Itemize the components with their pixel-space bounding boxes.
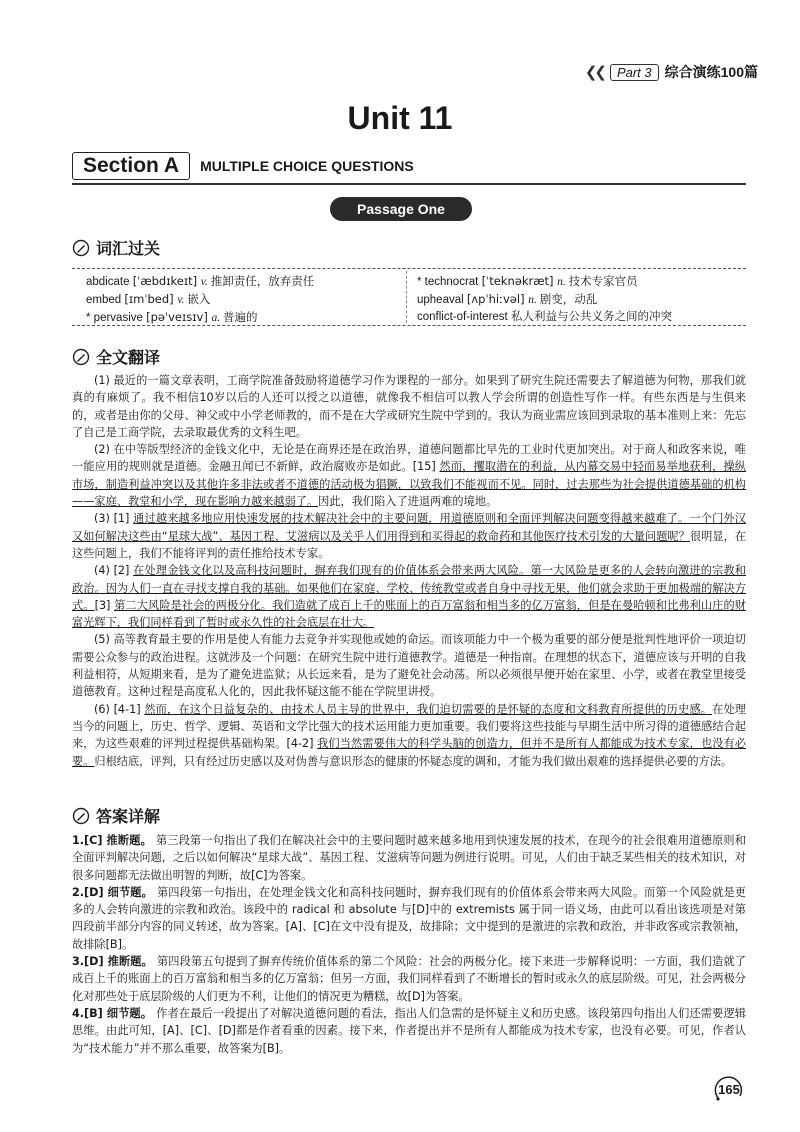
vocab-word: embed — [86, 294, 125, 306]
vocab-star: * — [86, 312, 94, 324]
answer-type: 推断题。 — [106, 834, 156, 847]
vocab-meaning: 剧变，动乱 — [539, 294, 598, 306]
pen-icon — [72, 807, 90, 825]
underlined-evidence: 我们当然需要伟大的科学头脑的创造力，但并不是所有人都能成为技术专家，也没有必要。 — [72, 737, 746, 768]
answer-number: 4. — [72, 1006, 85, 1020]
vocab-entry — [86, 291, 406, 309]
answer-number: 1. — [72, 834, 85, 847]
vocab-heading-text: 词汇过关 — [96, 239, 161, 258]
translation-heading — [72, 345, 160, 368]
vocab-word: abdicate — [86, 276, 133, 288]
vocab-pos: n. — [557, 276, 569, 288]
chevron-left-icon: ❮❮ — [584, 64, 604, 81]
answer-type: 细节题。 — [106, 1006, 157, 1020]
translation-paragraph — [72, 441, 746, 510]
vocab-pos: v. — [177, 294, 188, 306]
translation-paragraph — [72, 701, 746, 770]
section-subtitle: MULTIPLE CHOICE QUESTIONS — [200, 158, 414, 174]
page-number-text: 165 — [718, 1081, 740, 1097]
underlined-evidence: 然而，在这个日益复杂的、由技术人员主导的世界中，我们迫切需要的是怀疑的态度和文科教育所提供的历史感。 — [144, 702, 713, 716]
section-rule — [72, 183, 746, 185]
vocab-entry — [417, 309, 737, 326]
vocab-pos: n. — [528, 294, 540, 306]
paragraph-text: [3] — [94, 598, 115, 612]
vocab-divider — [406, 271, 407, 323]
vocab-meaning: 普遍的 — [222, 312, 258, 324]
vocab-phonetic: [ˈæbdɪkeɪt] — [132, 274, 201, 288]
paragraph-text: 在处理当今的问题上，历史、哲学、逻辑、英语和文学比强大的技术运用能力更加重要。我们要将这些技能与早期生活中所习得的道德感结合起来，为这些艰难的评判过程提供基础构架。[4-2] — [72, 702, 746, 751]
underlined-evidence: 通过越来越多地应用快速发展的技术解决社会中的主要问题，用道德原则和全面评判解决问题变得越来越难了。一个门外汉又如何解决这些由“星球大战”、基因工程、艾滋病以及关乎人们用得到和买得起的救命药和其他医疗技术引发的大量问题呢？ — [72, 512, 746, 543]
underlined-evidence: 第二大风险是社会的两极分化。我们造就了成百上千的账面上的百万富翁和相当多的亿万富翁，但是在曼哈顿和比弗利山庄的财富光辉下，我们同样看到了暂时或永久性的社会底层在壮大。 — [72, 598, 746, 630]
answer-explanation: 第三段第一句指出了我们在解决社会中的主要问题时越来越多地用到快速发展的技术，在现今的社会很难用道德原则和全面评判解决问题，之后以如何解决“星球大战”、基因工程、艾滋病等问题为例进行说明。可见，人们由于缺乏某些相关的技术知识，对很多问题都无法做出明智的判断，故[C]为答案。 — [72, 834, 746, 882]
answers-heading-text: 答案详解 — [96, 807, 161, 826]
paragraph-text: (1) 最近的一篇文章表明，工商学院准备鼓励将道德学习作为课程的一部分。如果到了研究生院还需要去了解道德为何物，那我们就真的有麻烦了。我不相信10岁以后的人还可以授之以道德，就像我不相信可以教人学会所谓的创造性写作一样。有些东西是与生俱来的，或者是由你的父母、神父或中小学老师教的，而不是在大学或研究生院中学到的。我认为商业需应该回到录取的基本准则上来：先忘了自己是工商学院，去录取最优秀的文科生吧。 — [72, 374, 746, 439]
section-label: Section A — [72, 152, 190, 180]
translation-heading-text: 全文翻译 — [96, 348, 161, 367]
part-label: Part 3 — [610, 64, 659, 81]
paragraph-text: (6) [4-1] — [94, 702, 145, 716]
paragraph-text: (2) 在中等版型经济的金钱文化中，无论是在商界还是在政治界，道德问题都比早先的工业时代更加突出。对于商人和政客来说，唯一能应用的规则就是道德。金融丑闻已不新鲜，政治腐败亦是如此。[15] — [72, 443, 746, 474]
translation-paragraph — [72, 510, 746, 562]
passage-label: Passage One — [330, 197, 472, 221]
vocab-pos: v. — [200, 276, 211, 288]
answer-item — [72, 953, 746, 1005]
answer-explanation: 第四段第一句指出，在处理金钱文化和高科技问题时，摒弃我们现有的价值体系会带来两大风险。而第一个风险就是更多的人会转向激进的宗教和政治。该段中的 radical 和 absolute 与[D]中的 extremists 属于同一语义场，由此可以看出该选项是对第四段前半部分内容的同义转述，故为答案。[A]、[C]在文中没有提及，故排除；文中提到的是激进的宗教和政治，并非政客或宗教领袖，故排除[B]。 — [72, 885, 746, 951]
vocab-phonetic: [ɪmˈbed] — [124, 292, 178, 306]
paragraph-text: (3) [1] — [94, 512, 134, 526]
answer-number: 2. — [72, 885, 85, 899]
vocab-meaning: 嵌入 — [187, 294, 211, 306]
unit-title: Unit 11 — [347, 100, 453, 136]
vocab-entry — [417, 273, 737, 291]
vocab-word: pervasive — [93, 312, 147, 324]
translation-paragraph — [72, 631, 746, 700]
vocab-meaning: 技术专家官员 — [568, 276, 638, 288]
vocab-star: * — [417, 276, 425, 288]
pen-icon — [72, 239, 90, 257]
answer-key: [D] — [84, 885, 108, 899]
vocab-meaning: 推卸责任，放弃责任 — [210, 276, 315, 288]
vocab-word: conflict-of-interest — [417, 311, 511, 323]
answers-body — [72, 832, 746, 1057]
vocab-heading — [72, 236, 160, 259]
vocab-entry — [86, 273, 406, 291]
answer-explanation: 作者在最后一段提出了对解决道德问题的看法，指出人们急需的是怀疑主义和历史感。该段第四句指出人们还需要逻辑思维。由此可知，[A]、[C]、[D]都是作者看重的因素。接下来，作者提出并不是所有人都能成为技术专家，也没有必要。可见，作者认为“技术能力”并不那么重要，故答案为[B]。 — [72, 1006, 746, 1055]
part-title: 综合演练100篇 — [664, 64, 758, 80]
paragraph-text: 因此，我们陷入了进退两难的境地。 — [318, 495, 498, 509]
translation-body — [72, 372, 746, 770]
paragraph-text: 归根结底，评判，只有经过历史感以及对伪善与意识形态的健康的怀疑态度的调和，才能为我们做出艰难的选择提供必要的方法。 — [94, 754, 733, 768]
vocab-left-column — [86, 273, 406, 327]
answer-key: [C] — [84, 834, 107, 847]
vocab-entry — [417, 291, 737, 309]
vocab-right-column — [417, 273, 737, 326]
vocab-word: upheaval — [417, 294, 467, 306]
underlined-evidence: 在处理金钱文化以及高科技问题时，摒弃我们现有的价值体系会带来两大风险。第一大风险是更多的人会转向激进的宗教和政治。因为人们一直在寻找支撑自我的基础。如果他们在家庭、学校、传统教堂或者自身中寻找无果，他们就会求助于更加极端的解决方式。 — [72, 564, 746, 612]
paragraph-text: (4) [2] — [94, 564, 134, 578]
pen-icon — [72, 348, 90, 366]
section-header — [72, 150, 414, 182]
translation-paragraph — [72, 562, 746, 631]
paragraph-text: (5) 高等教育最主要的作用是使人有能力去竞争并实现他或她的命运。而该项能力中一个极为重要的部分便是批判性地评价一项迫切需要公众参与的政治进程。这就涉及一个问题：在研究生院中进行道德教学。道德是一种指南。在理想的状态下，道德应该与开明的自我利益相符，从短期来看，是为了避免进监狱；从长远来看，是为了避免社会动荡。所以必须很早便开始在家里、小学，或者在教堂里接受道德教育。这种过程是高度私人化的，因此我怀疑这能不能在学院里讲授。 — [72, 633, 746, 699]
vocab-entry — [86, 309, 406, 327]
answer-number: 3. — [72, 955, 85, 969]
paragraph-text: 很明显，在这些问题上，我们不能将评判的责任推给技术专家。 — [72, 529, 746, 560]
translation-paragraph — [72, 372, 746, 441]
answer-item — [72, 884, 746, 953]
answer-key: [D] — [84, 955, 108, 969]
vocab-pos: a. — [211, 312, 223, 324]
page-number — [712, 1072, 746, 1106]
answers-heading — [72, 804, 160, 827]
answer-type: 推断题。 — [107, 955, 157, 969]
answer-key: [B] — [84, 1006, 107, 1020]
underlined-evidence: 然而，攫取潜在的利益，从内幕交易中轻而易举地获利，操纵市场，制造利益冲突以及其他许多非法或者不道德的活动极为猖獗，以致我们不能视而不见。同时，过去那些为社会提供道德基础的机构——家庭、教堂和小学，现在影响力越来越弱了。 — [72, 460, 746, 509]
answer-item — [72, 1005, 746, 1057]
vocab-phonetic: [pəˈveɪsɪv] — [146, 310, 212, 324]
vocab-phonetic: [ˈteknəkræt] — [481, 274, 558, 288]
vocab-word: technocrat — [424, 276, 482, 288]
answer-explanation: 第四段第五句提到了摒弃传统价值体系的第二个风险：社会的两极分化。接下来进一步解释说明：一方面，我们造就了成百上千的账面上的百万富翁和相当多的亿万富翁；但另一方面，我们同样看到了不断增长的暂时或永久的底层阶级。可见，社会两极分化对那些处于底层阶级的人们更为不利，让他们的情况更为糟糕，故[D]为答案。 — [72, 955, 746, 1003]
answer-item — [72, 832, 746, 884]
running-header — [585, 62, 758, 82]
vocab-box — [72, 268, 746, 326]
vocab-phonetic: [ʌpˈhiːvəl] — [466, 292, 529, 306]
answer-type: 细节题。 — [107, 885, 157, 899]
vocab-meaning: 私人利益与公共义务之间的冲突 — [510, 311, 672, 323]
